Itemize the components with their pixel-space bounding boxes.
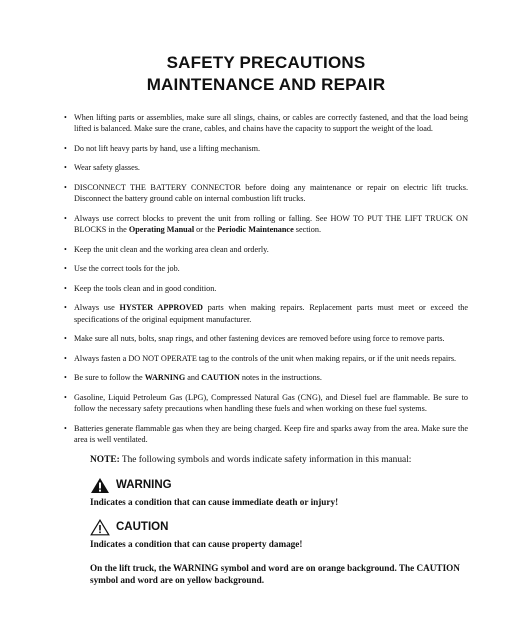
precautions-list	[64, 112, 468, 445]
bullet-marker: •	[64, 334, 67, 344]
list-item	[64, 244, 468, 255]
item-text: Gasoline, Liquid Petroleum Gas (LPG), Compressed Natural Gas (CNG), and Diesel fuel are flammable. Be sure to follow the necessary safety precautions when handling these fuels and when working on these fuel systems.	[74, 392, 468, 414]
list-item	[64, 333, 468, 344]
title-line-2: MAINTENANCE AND REPAIR	[146, 75, 386, 94]
item-text: Do not lift heavy parts by hand, use a lifting mechanism.	[74, 143, 260, 153]
caution-triangle-icon	[90, 519, 110, 536]
item-text: Be sure to follow the	[74, 373, 145, 383]
item-text: Use the correct tools for the job.	[74, 264, 180, 274]
list-item	[64, 302, 468, 324]
warning-description: Indicates a condition that can cause immediate death or injury!	[90, 497, 339, 508]
bullet-marker: •	[64, 143, 67, 153]
bullet-marker: •	[64, 163, 67, 173]
bullet-marker: •	[64, 113, 67, 122]
emphasis-text: CAUTION	[201, 373, 240, 383]
list-item	[64, 372, 468, 383]
list-item	[64, 182, 468, 204]
list-item	[64, 112, 468, 134]
bullet-marker: •	[64, 213, 67, 223]
warning-block	[90, 476, 468, 508]
list-item	[64, 353, 468, 364]
item-text: notes in the instructions.	[239, 373, 322, 383]
bullet-marker: •	[64, 353, 67, 363]
emphasis-text: HYSTER APPROVED	[119, 303, 203, 313]
item-text: or the	[194, 224, 218, 234]
title-line-1: SAFETY PRECAUTIONS	[166, 53, 366, 72]
item-text: Always use	[74, 303, 120, 313]
bullet-marker: •	[64, 264, 67, 274]
item-text: parts when making repairs. Replacement parts must meet or exceed the specifications of the original equipment manufacturer.	[74, 303, 468, 324]
item-text: DISCONNECT THE BATTERY CONNECTOR before doing any maintenance or repair on electric lift trucks. Disconnect the battery ground cable on internal combustion lift trucks.	[74, 182, 468, 204]
item-text: Keep the unit clean and the working area clean and orderly.	[74, 244, 269, 254]
list-item	[64, 263, 468, 274]
item-text: section.	[293, 224, 322, 234]
item-text: Keep the tools clean and in good condition.	[74, 283, 217, 293]
warning-word: WARNING	[116, 479, 172, 492]
bullet-marker: •	[64, 244, 67, 254]
caution-description: Indicates a condition that can cause property damage!	[90, 539, 303, 550]
page-title	[64, 52, 468, 96]
item-text: Always use correct blocks to prevent the unit from rolling or falling. See HOW TO PUT THE LIFT TRUCK ON BLOCKS in the	[74, 213, 468, 234]
bullet-marker: •	[64, 423, 67, 433]
bullet-marker: •	[64, 283, 67, 293]
list-item	[64, 283, 468, 294]
emphasis-text: WARNING	[144, 373, 186, 383]
emphasis-text: Periodic Maintenance	[217, 224, 294, 234]
caution-word: CAUTION	[116, 521, 169, 534]
bullet-marker: •	[64, 182, 67, 192]
note-text: The following symbols and words indicate safety information in this manual:	[119, 454, 412, 465]
caution-block	[90, 518, 468, 550]
list-item	[64, 213, 468, 235]
item-text: Always fasten a DO NOT OPERATE tag to the controls of the unit when making repairs, or if the unit needs repairs.	[74, 353, 457, 363]
list-item	[64, 143, 468, 154]
emphasis-text: Operating Manual	[128, 224, 195, 234]
list-item	[64, 392, 468, 414]
item-text: When lifting parts or assemblies, make sure all slings, chains, or cables are correctly fastened, and that the load being lifted is balanced. Make sure the crane, cables, and chains have the capacity to support the weight of the load.	[74, 113, 468, 134]
list-item	[64, 423, 468, 445]
item-text: Make sure all nuts, bolts, snap rings, and other fastening devices are removed before using force to remove parts.	[74, 334, 445, 344]
warning-triangle-icon	[90, 477, 110, 494]
bullet-marker: •	[64, 303, 67, 313]
bullet-marker: •	[64, 392, 67, 402]
closing-paragraph: On the lift truck, the WARNING symbol and word are on orange background. The CAUTION symbol and word are on yellow background.	[90, 563, 460, 586]
item-text: Wear safety glasses.	[74, 163, 140, 173]
note-label: NOTE:	[90, 454, 120, 465]
bullet-marker: •	[64, 373, 67, 383]
note-paragraph	[90, 454, 468, 467]
item-text: and	[185, 373, 202, 383]
item-text: Batteries generate flammable gas when they are being charged. Keep fire and sparks away from the area. Make sure the area is well ventilated.	[74, 423, 468, 444]
list-item	[64, 162, 468, 173]
